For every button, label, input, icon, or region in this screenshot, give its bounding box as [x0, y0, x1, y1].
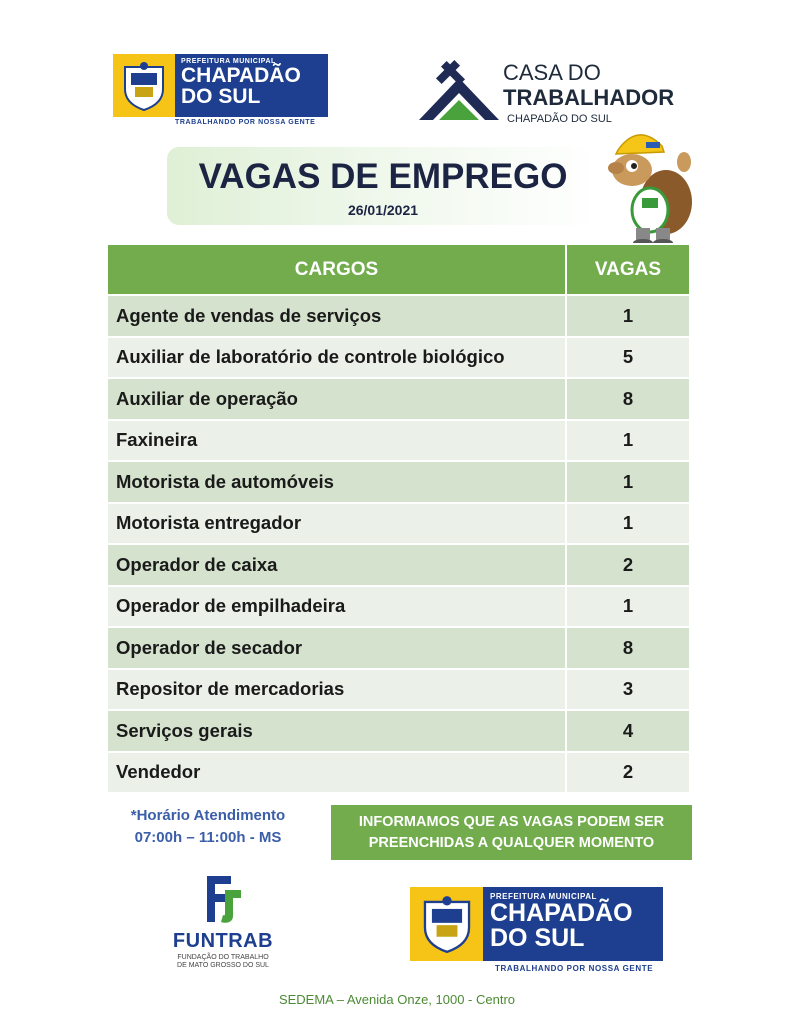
- column-header-vagas: VAGAS: [566, 244, 690, 295]
- cargo-cell: Auxiliar de operação: [107, 378, 566, 420]
- coat-of-arms-icon: [410, 887, 483, 961]
- table-row: [107, 627, 690, 669]
- column-header-cargos: CARGOS: [107, 244, 566, 295]
- casa-house-icon: [415, 58, 503, 128]
- cargo-cell: Vendedor: [107, 752, 566, 794]
- city-name-line1: CHAPADÃO: [490, 899, 633, 927]
- funtrab-name: FUNTRAB: [172, 930, 274, 952]
- vagas-cell: 1: [566, 503, 690, 545]
- prefeitura-logo-top: [113, 54, 328, 132]
- casa-line3: CHAPADÃO DO SUL: [507, 113, 612, 125]
- vagas-cell: 1: [566, 461, 690, 503]
- page-title: VAGAS DE EMPREGO: [198, 157, 568, 196]
- table-row: [107, 544, 690, 586]
- table-row: [107, 378, 690, 420]
- funtrab-sub-line1: FUNDAÇÃO DO TRABALHO: [177, 954, 269, 961]
- cargo-cell: Agente de vendas de serviços: [107, 295, 566, 337]
- vagas-cell: 2: [566, 752, 690, 794]
- funtrab-sub-line2: DE MATO GROSSO DO SUL: [177, 962, 269, 969]
- table-row: [107, 295, 690, 337]
- job-openings-table: [106, 243, 691, 794]
- prefeitura-tagline: TRABALHANDO POR NOSSA GENTE: [495, 964, 654, 973]
- table-row: [107, 503, 690, 545]
- city-name-line2: DO SUL: [181, 85, 261, 108]
- prefeitura-tagline: TRABALHANDO POR NOSSA GENTE: [175, 119, 316, 126]
- table-header-row: [107, 244, 690, 295]
- vagas-cell: 3: [566, 669, 690, 711]
- hours-value: 07:00h – 11:00h - MS: [134, 829, 282, 846]
- prefeitura-logo-bottom: [410, 887, 663, 977]
- vagas-cell: 1: [566, 295, 690, 337]
- table-row: [107, 586, 690, 628]
- vagas-cell: 1: [566, 420, 690, 462]
- table-row: [107, 337, 690, 379]
- cargo-cell: Faxineira: [107, 420, 566, 462]
- table-row: [107, 669, 690, 711]
- vagas-cell: 8: [566, 378, 690, 420]
- casa-line1: CASA DO: [503, 60, 601, 85]
- notice-line1: INFORMAMOS QUE AS VAGAS PODEM SER: [358, 813, 665, 830]
- funtrab-logo: [168, 872, 278, 972]
- notice-banner: [331, 805, 692, 860]
- vagas-cell: 2: [566, 544, 690, 586]
- table-row: [107, 752, 690, 794]
- armadillo-mascot-icon: [598, 122, 698, 247]
- cargo-cell: Operador de caixa: [107, 544, 566, 586]
- address-line: SEDEMA – Avenida Onze, 1000 - Centro: [278, 992, 516, 1007]
- coat-of-arms-icon: [113, 54, 175, 117]
- notice-line2: PREENCHIDAS A QUALQUER MOMENTO: [368, 834, 655, 851]
- cargo-cell: Motorista de automóveis: [107, 461, 566, 503]
- vagas-cell: 5: [566, 337, 690, 379]
- cargo-cell: Motorista entregador: [107, 503, 566, 545]
- table-row: [107, 710, 690, 752]
- vagas-cell: 1: [566, 586, 690, 628]
- cargo-cell: Operador de empilhadeira: [107, 586, 566, 628]
- cargo-cell: Repositor de mercadorias: [107, 669, 566, 711]
- table-row: [107, 461, 690, 503]
- cargo-cell: Operador de secador: [107, 627, 566, 669]
- vagas-cell: 4: [566, 710, 690, 752]
- casa-line2: TRABALHADOR: [503, 85, 675, 110]
- casa-do-trabalhador-logo: [415, 52, 685, 132]
- table-row: [107, 420, 690, 462]
- city-name-line1: CHAPADÃO: [181, 64, 301, 87]
- funtrab-subtitle: [168, 954, 278, 970]
- page-date: 26/01/2021: [347, 202, 419, 218]
- city-name-line2: DO SUL: [490, 924, 585, 952]
- prefeitura-small-text: PREFEITURA MUNICIPAL: [490, 892, 597, 901]
- hours-label: *Horário Atendimento: [130, 807, 286, 824]
- funtrab-emblem-icon: [201, 872, 245, 926]
- cargo-cell: Serviços gerais: [107, 710, 566, 752]
- title-banner: [167, 147, 599, 225]
- vagas-cell: 8: [566, 627, 690, 669]
- service-hours: [108, 805, 308, 849]
- prefeitura-small-text: PREFEITURA MUNICIPAL: [181, 58, 276, 65]
- cargo-cell: Auxiliar de laboratório de controle biológico: [107, 337, 566, 379]
